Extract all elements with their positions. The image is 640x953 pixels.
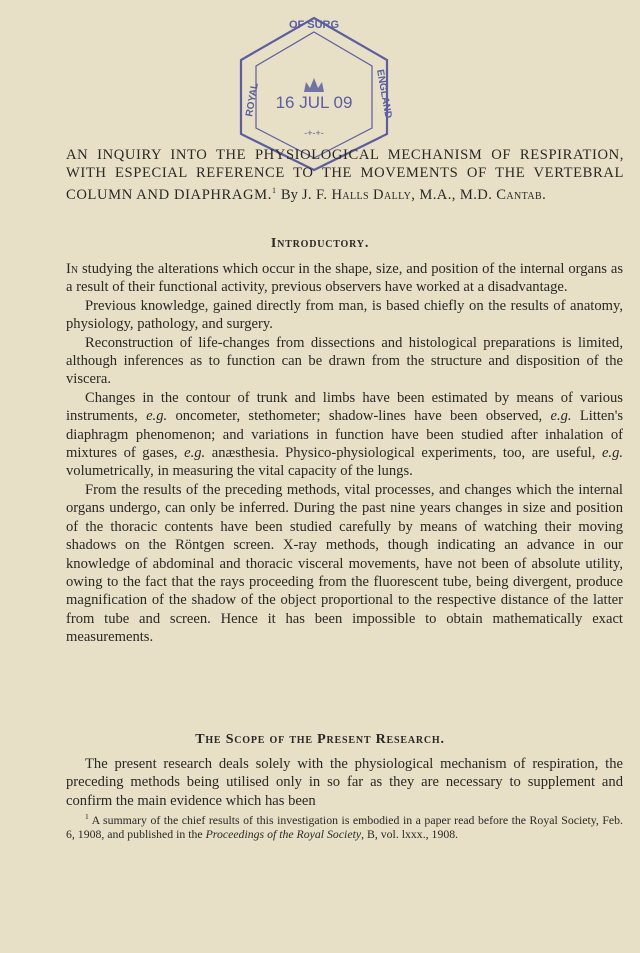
- article-title: [66, 146, 624, 205]
- byline: [281, 187, 546, 203]
- p4-eg-2: e.g.: [550, 408, 572, 425]
- intro-paragraph-1-text: studying the alterations which occur in the shape, size, and position of the internal organs as a result of their functional activity, previous observers have worked at a disadvantage.: [66, 261, 623, 296]
- footnote-text-a: A summary of the chief results of this investigation is embodied in a paper read before the Royal Society, Feb. 6, 1908, and published in the: [66, 813, 623, 841]
- footnote-text-b: , B, vol. lxxx., 1908.: [361, 826, 459, 841]
- footnote-mark: 1: [85, 812, 89, 821]
- intro-paragraph-1: [66, 260, 623, 297]
- p4-eg-4: e.g.: [601, 445, 624, 462]
- author-name: J. F. Halls Dally, M.A., M.D. Cantab.: [301, 187, 547, 204]
- byline-by: By: [280, 187, 299, 204]
- scope-paragraph-1: The present research deals solely with the physiological mechanism of respiration, the preceding methods being utilised only in so far as they are necessary to supplement and confirm the main evidence which has been: [66, 756, 623, 809]
- p4-part-c: Litten's diaphragm phenomenon; and variations in function have been studied after inhalation of mixtures of gases,: [66, 408, 624, 462]
- intro-paragraph-5: From the results of the preceding methods, vital processes, and changes which the internal organs undergo, can only be inferred. During the past nine years changes in size and position of the thoracic contents have been studied carefully by means of watching their moving shadows on the Röntgen screen. X-ray methods, though indicating an advance in our knowledge of abdominal and thoracic visceral movements, have not been of absolute utility, owing to the fact that the rays proceeding from the fluorescent tube, being divergent, produce magnification of the shadow of the object proportional to the respective distance of the latter from tube and screen. Hence it has been impossible to obtain mathematically exact measurements.: [66, 481, 623, 646]
- section-heading-scope: The Scope of the Present Research.: [195, 732, 445, 747]
- title-text: AN INQUIRY INTO THE PHYSIOLOGICAL MECHANISM OF RESPIRATION, WITH ESPECIAL REFERENCE TO THE MOVEMENTS OF THE VERTEBRAL COLUMN AND DIAPHRAGM.: [66, 147, 624, 204]
- intro-paragraph-4: [66, 389, 623, 481]
- crown-icon: [304, 78, 324, 92]
- title-footnote-mark: 1: [271, 186, 277, 196]
- p4-part-d: anæsthesia. Physico-physiological experiments, too, are useful,: [205, 445, 602, 462]
- drop-lead: In: [66, 261, 79, 277]
- footnote-journal: Proceedings of the Royal Society: [205, 826, 362, 841]
- p4-eg-3: e.g.: [184, 445, 206, 462]
- scope-body: [66, 755, 623, 810]
- section-heading-introductory: Introductory.: [270, 236, 370, 251]
- stamp-left-text: ROYAL: [244, 82, 261, 118]
- p4-part-b: oncometer, stethometer; shadow-lines have been observed,: [167, 408, 551, 425]
- intro-paragraph-2: Previous knowledge, gained directly from man, is based chiefly on the results of anatomy, physiology, pathology, and surgery.: [66, 297, 623, 333]
- stamp-ornament: -+-+-: [304, 128, 324, 138]
- p4-part-e: volumetrically, in measuring the vital capacity of the lungs.: [66, 463, 413, 480]
- footnote: [66, 810, 623, 841]
- introductory-body: [66, 260, 623, 647]
- intro-paragraph-3: Reconstruction of life-changes from dissections and histological preparations is limited, although inferences as to function can be drawn from the structure and disposition of the viscera.: [66, 334, 623, 388]
- p4-part-a: Changes in the contour of trunk and limbs have been estimated by means of various instruments,: [66, 389, 623, 425]
- stamp-right-text: ENGLAND: [374, 68, 394, 120]
- p4-eg-1: e.g.: [146, 408, 168, 425]
- stamp-top-text: OF SURG: [288, 19, 340, 31]
- stamp-date: 16 JUL 09: [275, 93, 353, 112]
